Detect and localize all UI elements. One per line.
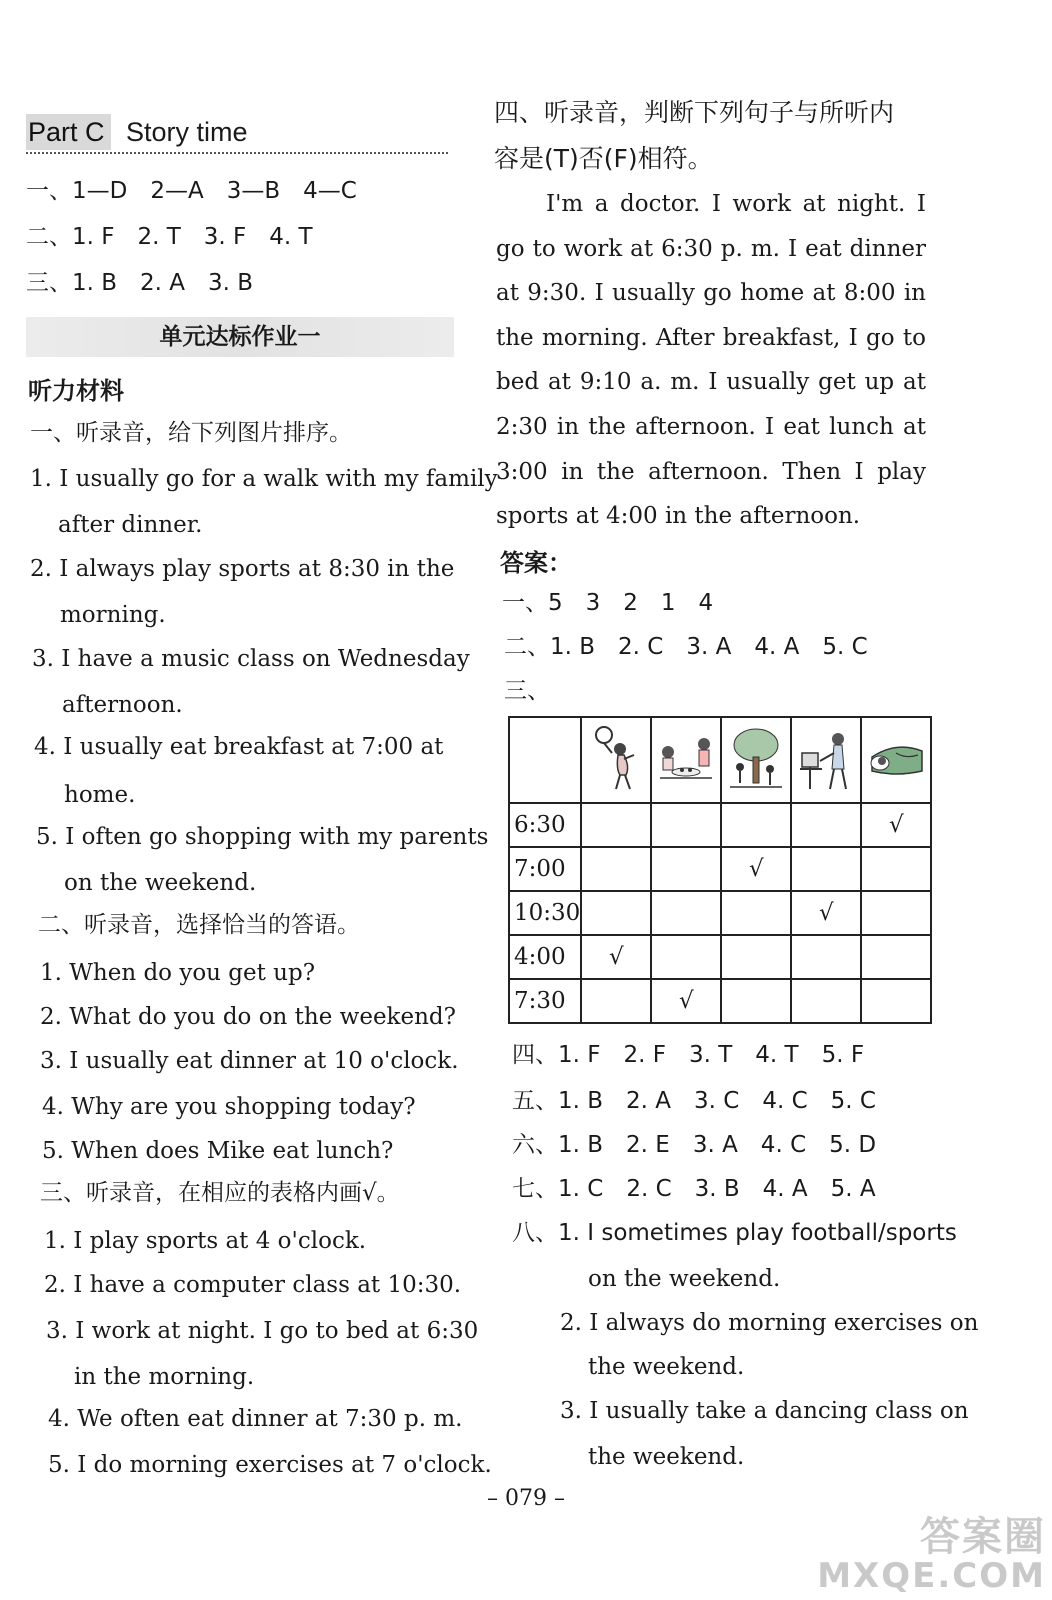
partc-answer-3: 三、1. B 2. A 3. B — [26, 270, 254, 296]
page-number: – 079 – — [487, 1486, 565, 1511]
left-line: 1. When do you get up? — [40, 960, 316, 986]
left-line: morning. — [60, 602, 166, 628]
left-line: 3. I work at night. I go to bed at 6:30 — [46, 1318, 479, 1344]
table-header-row — [509, 717, 931, 803]
check-cell — [791, 847, 861, 891]
time-cell: 6:30 — [509, 803, 581, 847]
answer-line: 六、1. B 2. E 3. A 4. C 5. D — [512, 1132, 877, 1158]
section-2-heading: 二、听录音，选择恰当的答语。 — [38, 912, 360, 938]
left-line: 3. I have a music class on Wednesday — [32, 646, 470, 672]
paragraph-text: I'm a doctor. I work at night. I go to work at 6:30 p. m. I eat dinner at 9:30. I usually go home at 8:00 in the morning. After breakfast, I go to bed at 9:10 a. m. I usually get up at 2:30 in the afternoon. I eat lunch at 3:00 in the afternoon. Then I play sports at 4:00 in the afternoon. — [496, 191, 926, 530]
check-cell — [651, 891, 721, 935]
answer-line: 五、1. B 2. A 3. C 4. C 5. C — [512, 1088, 876, 1114]
check-cell: √ — [581, 935, 651, 979]
left-line: 1. I usually go for a walk with my family — [30, 466, 498, 492]
table-row — [509, 979, 931, 1023]
section-1-heading: 一、听录音，给下列图片排序。 — [30, 420, 352, 446]
check-cell — [581, 891, 651, 935]
check-cell: √ — [791, 891, 861, 935]
answer-line: 四、1. F 2. F 3. T 4. T 5. F — [512, 1042, 865, 1068]
listening-paragraph — [496, 182, 926, 539]
table-corner-cell — [509, 717, 581, 803]
check-cell — [791, 935, 861, 979]
time-cell: 10:30 — [509, 891, 581, 935]
answer-line: 二、1. B 2. C 3. A 4. A 5. C — [504, 634, 868, 660]
part-c-header — [26, 112, 448, 154]
check-cell — [721, 803, 791, 847]
answer-line: 2. I always do morning exercises on — [560, 1310, 979, 1336]
partc-answer-2: 二、1. F 2. T 3. F 4. T — [26, 224, 313, 250]
table-row — [509, 891, 931, 935]
partc-answer-1: 一、1—D 2—A 3—B 4—C — [26, 178, 357, 204]
left-line: in the morning. — [74, 1364, 255, 1390]
watermark — [817, 1516, 1046, 1594]
left-line: 5. I do morning exercises at 7 o'clock. — [48, 1452, 492, 1478]
check-cell — [651, 847, 721, 891]
section-4-heading-1: 四、听录音，判断下列句子与所听内 — [494, 98, 895, 127]
answer-line: 七、1. C 2. C 3. B 4. A 5. A — [512, 1176, 876, 1202]
left-line: afternoon. — [62, 692, 183, 718]
check-cell — [581, 847, 651, 891]
check-cell — [651, 803, 721, 847]
table-row — [509, 847, 931, 891]
check-cell: √ — [651, 979, 721, 1023]
check-cell — [721, 979, 791, 1023]
check-cell — [791, 979, 861, 1023]
answer-line: on the weekend. — [588, 1266, 781, 1292]
check-cell — [721, 891, 791, 935]
check-cell — [721, 935, 791, 979]
check-cell — [651, 935, 721, 979]
watermark-line-1: 答案圈 — [920, 1514, 1046, 1560]
check-cell — [581, 979, 651, 1023]
table-row — [509, 803, 931, 847]
time-cell: 4:00 — [509, 935, 581, 979]
left-line: 3. I usually eat dinner at 10 o'clock. — [40, 1048, 459, 1074]
section-4-heading-2: 容是(T)否(F)相符。 — [494, 144, 713, 173]
left-line: 2. I have a computer class at 10:30. — [44, 1272, 462, 1298]
left-line: 4. We often eat dinner at 7:30 p. m. — [48, 1406, 463, 1432]
check-cell — [861, 847, 931, 891]
answer-line: the weekend. — [588, 1444, 745, 1470]
sleeping-icon — [861, 717, 931, 803]
answers-heading: 答案： — [500, 549, 572, 577]
left-line: 2. What do you do on the weekend? — [40, 1004, 456, 1030]
playing-sports-icon — [581, 717, 651, 803]
answer-line: 八、1. I sometimes play football/sports — [512, 1220, 957, 1246]
part-title: Story time — [126, 117, 248, 147]
time-cell: 7:00 — [509, 847, 581, 891]
left-line: 4. Why are you shopping today? — [42, 1094, 416, 1120]
check-cell — [581, 803, 651, 847]
answer-line: 3. I usually take a dancing class on — [560, 1398, 969, 1424]
part-label: Part C — [26, 114, 111, 150]
left-line: after dinner. — [58, 512, 203, 538]
left-line: home. — [64, 782, 136, 808]
unit-banner: 单元达标作业一 — [26, 317, 454, 357]
check-cell — [861, 979, 931, 1023]
section-3-heading: 三、听录音，在相应的表格内画√。 — [40, 1180, 400, 1206]
left-line: 5. I often go shopping with my parents — [36, 824, 489, 850]
answer-line: 三、 — [504, 678, 550, 704]
answer-table — [508, 716, 932, 1024]
check-cell — [791, 803, 861, 847]
morning-exercises-icon — [721, 717, 791, 803]
eating-dinner-icon — [651, 717, 721, 803]
check-cell — [861, 891, 931, 935]
table-row — [509, 935, 931, 979]
computer-class-icon — [791, 717, 861, 803]
watermark-line-2: MXQE.COM — [817, 1556, 1046, 1596]
left-line: 5. When does Mike eat lunch? — [42, 1138, 394, 1164]
answer-line: the weekend. — [588, 1354, 745, 1380]
time-cell: 7:30 — [509, 979, 581, 1023]
listening-heading: 听力材料 — [28, 377, 124, 405]
left-line: on the weekend. — [64, 870, 257, 896]
left-line: 4. I usually eat breakfast at 7:00 at — [34, 734, 444, 760]
check-cell: √ — [721, 847, 791, 891]
left-line: 2. I always play sports at 8:30 in the — [30, 556, 455, 582]
check-cell — [861, 935, 931, 979]
answer-line: 一、5 3 2 1 4 — [502, 590, 714, 616]
check-cell: √ — [861, 803, 931, 847]
left-line: 1. I play sports at 4 o'clock. — [44, 1228, 367, 1254]
